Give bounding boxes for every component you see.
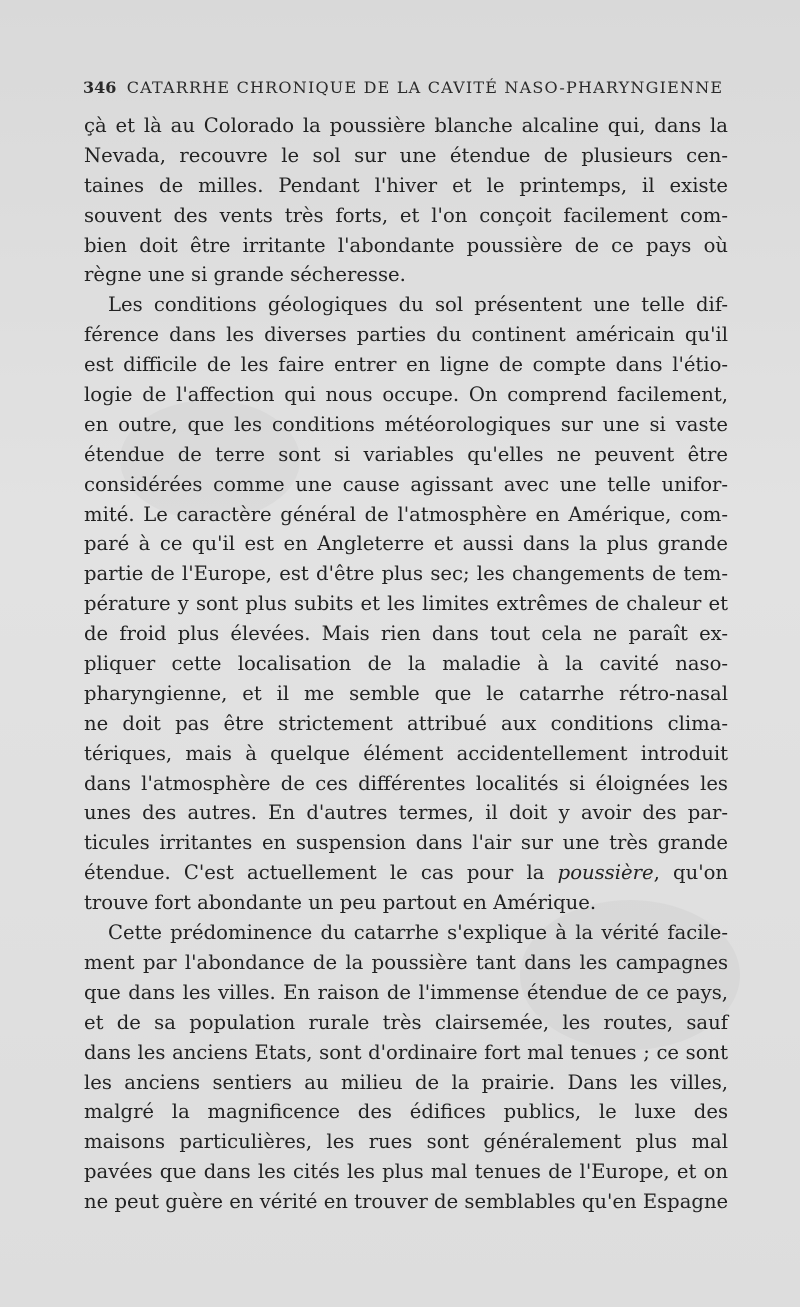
text-line: est difficile de les faire entrer en ligne de compte dans l'étio- bbox=[84, 353, 728, 377]
text-line: pérature y sont plus subits et les limites extrêmes de chaleur et bbox=[84, 592, 728, 616]
text-line: considérées comme une cause agissant avec une telle unifor- bbox=[84, 472, 728, 496]
text-line: règne une si grande sécheresse. bbox=[84, 263, 406, 287]
text-line: partie de l'Europe, est d'être plus sec; les changements de tem- bbox=[84, 562, 728, 586]
text-line: pliquer cette localisation de la maladie à la cavité naso- bbox=[84, 652, 728, 676]
text-segment: étendue. C'est actuellement le cas pour la bbox=[84, 861, 545, 885]
text-line: pharyngienne, et il me semble que le catarrhe rétro-nasal bbox=[84, 681, 728, 705]
text-line: çà et là au Colorado la poussière blanche alcaline qui, dans la bbox=[84, 114, 728, 137]
text-line: férence dans les diverses parties du continent américain qu'il bbox=[84, 323, 728, 347]
text-line: les anciens sentiers au milieu de la prairie. Dans les villes, bbox=[84, 1070, 728, 1094]
text-line: étendue de terre sont si variables qu'elles ne peuvent être bbox=[84, 442, 728, 466]
text-line: en outre, que les conditions météorologiques sur une si vaste bbox=[84, 412, 728, 436]
paragraph-start-line: Les conditions géologiques du sol présentent une telle dif- bbox=[108, 293, 728, 317]
text-line: dans les anciens Etats, sont d'ordinaire fort mal tenues ; ce sont bbox=[84, 1040, 728, 1064]
text-line: dans l'atmosphère de ces différentes localités si éloignées les bbox=[84, 771, 728, 795]
text-line: de froid plus élevées. Mais rien dans tout cela ne paraît ex- bbox=[84, 622, 728, 646]
text-line: ment par l'abondance de la poussière tant dans les campagnes bbox=[84, 950, 728, 974]
text-line: que dans les villes. En raison de l'immense étendue de ce pays, bbox=[84, 980, 728, 1004]
body-text bbox=[84, 111, 728, 1217]
text-line-with-italic bbox=[84, 858, 728, 888]
text-line: unes des autres. En d'autres termes, il doit y avoir des par- bbox=[84, 801, 728, 825]
text-line: Nevada, recouvre le sol sur une étendue de plusieurs cen- bbox=[84, 143, 728, 167]
text-line: maisons particulières, les rues sont généralement plus mal bbox=[84, 1130, 728, 1154]
text-line: ticules irritantes en suspension dans l'air sur une très grande bbox=[84, 831, 728, 855]
text-line: tériques, mais à quelque élément accidentellement introduit bbox=[84, 741, 728, 765]
text-line: ne doit pas être strictement attribué aux conditions clima- bbox=[84, 711, 728, 735]
text-line: ne peut guère en vérité en trouver de semblables qu'en Espagne bbox=[84, 1190, 729, 1214]
running-title: CATARRHE CHRONIQUE DE LA CAVITÉ NASO-PHARYNGIENNE bbox=[126, 78, 724, 97]
text-line: taines de milles. Pendant l'hiver et le printemps, il existe bbox=[84, 173, 728, 197]
text-line: malgré la magnificence des édifices publics, le luxe des bbox=[84, 1100, 728, 1124]
text-line: logie de l'affection qui nous occupe. On comprend facilement, bbox=[84, 383, 728, 407]
text-line: mité. Le caractère général de l'atmosphère en Amérique, com- bbox=[84, 502, 728, 526]
text-line: pavées que dans les cités les plus mal tenues de l'Europe, et on bbox=[84, 1160, 728, 1184]
italic-word: poussière bbox=[557, 861, 654, 885]
text-line: souvent des vents très forts, et l'on conçoit facilement com- bbox=[84, 203, 728, 227]
text-line: bien doit être irritante l'abondante poussière de ce pays où bbox=[84, 233, 728, 257]
page-number: 346 bbox=[83, 78, 117, 97]
text-segment: , qu'on bbox=[653, 861, 728, 885]
text-line: trouve fort abondante un peu partout en Amérique. bbox=[84, 891, 597, 915]
running-header bbox=[83, 78, 733, 97]
paragraph-start-line: Cette prédominence du catarrhe s'explique à la vérité facile- bbox=[108, 921, 728, 945]
text-line: paré à ce qu'il est en Angleterre et aussi dans la plus grande bbox=[84, 532, 728, 556]
text-line: et de sa population rurale très clairsemée, les routes, sauf bbox=[84, 1010, 728, 1034]
